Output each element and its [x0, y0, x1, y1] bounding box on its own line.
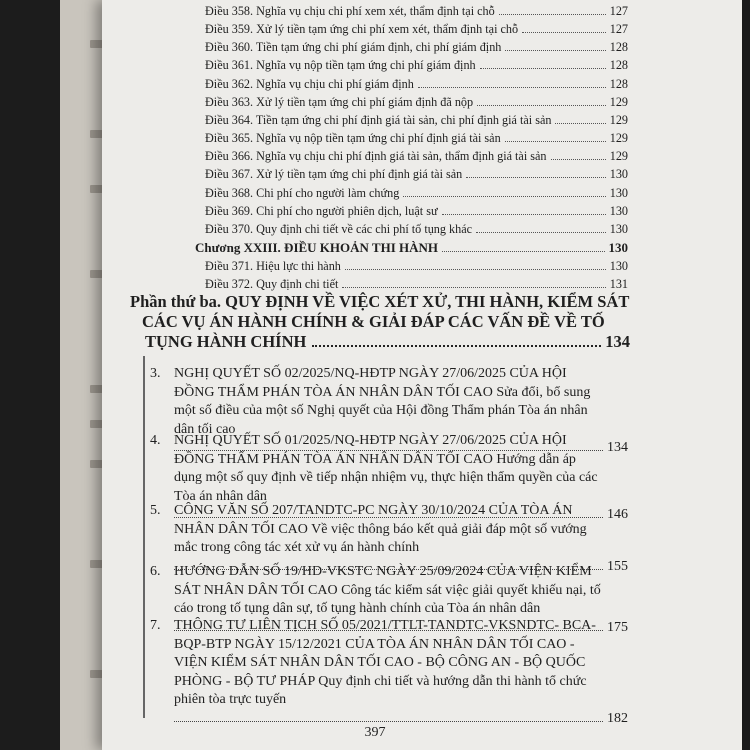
- list-item-line: NHÂN DÂN TỐI CAO Về việc thông báo kết quả giải đáp một số vướng: [174, 521, 587, 537]
- toc-entry: [205, 40, 628, 58]
- list-item-line: NGHỊ QUYẾT SỐ 02/2025/NQ-HĐTP NGÀY 27/06/2025 CỦA HỘI: [174, 366, 567, 381]
- toc-entry: [205, 259, 628, 277]
- list-item-page: 134: [607, 440, 628, 455]
- list-item-page: 175: [607, 619, 628, 635]
- part-title-line: Phần thứ ba. QUY ĐỊNH VỀ VIỆC XÉT XỬ, THI HÀNH, KIỂM SÁT: [130, 292, 630, 311]
- list-item-text: [174, 432, 628, 506]
- dot-leader: [403, 196, 605, 197]
- toc-entry: [205, 22, 628, 40]
- dot-leader: [477, 105, 606, 106]
- toc-entry-label: Điều 371. Hiệu lực thi hành: [205, 258, 341, 273]
- list-item-line: cáo trong tố tụng dân sự, tố tụng hành chính của Tòa án nhân dân: [174, 601, 541, 616]
- part-page-number: 134: [605, 332, 630, 351]
- toc-entry: [205, 222, 628, 240]
- toc-entry-page: 130: [609, 185, 628, 200]
- dot-leader: [342, 287, 605, 288]
- list-item-page: 146: [607, 507, 628, 522]
- list-item-number: 3.: [150, 366, 161, 381]
- list-item-line: PHÒNG - BỘ TƯ PHÁP Quy định chi tiết và hướng dẫn thi hành tổ chức: [174, 673, 587, 689]
- dot-leader: [442, 214, 606, 215]
- dot-leader: [480, 68, 606, 69]
- toc-entry: [205, 58, 628, 76]
- toc-entry-page: 131: [609, 276, 628, 291]
- toc-entry-page: 127: [609, 22, 628, 37]
- list-item-line: THÔNG TƯ LIÊN TỊCH SỐ 05/2021/TTLT-TANDTC-VKSNDTC- BCA-: [174, 618, 596, 633]
- list-item-line: VIỆN KIỂM SÁT NHÂN DÂN TỐI CAO - BỘ CÔNG AN - BỘ QUỐC: [174, 655, 586, 670]
- part-title-line: CÁC VỤ ÁN HÀNH CHÍNH & GIẢI ĐÁP CÁC VẤN ĐỀ VỀ TỐ: [142, 312, 605, 331]
- dot-leader: [476, 232, 606, 233]
- toc-entry-page: 129: [609, 112, 628, 127]
- part-title: [130, 292, 630, 332]
- list-item-line: dụng một số quy định về tiếp nhận nhiệm vụ, thực hiện thẩm quyền của các: [174, 470, 598, 485]
- toc-entry: [205, 77, 628, 95]
- chapter-heading: [195, 240, 628, 258]
- toc-entry-page: 129: [609, 94, 628, 109]
- list-item-line: ĐỒNG THẨM PHÁN TÒA ÁN NHÂN DÂN TỐI CAO Hướng dẫn áp: [174, 451, 576, 467]
- list-item-line: mắc trong công tác xét xử vụ án hành chính: [174, 540, 420, 555]
- toc-entry-label: Điều 364. Tiền tạm ứng chi phí định giá tài sản, chi phí định giá tài sản: [205, 112, 552, 127]
- toc-entry-page: 130: [609, 167, 628, 182]
- list-item-number: 4.: [150, 433, 161, 448]
- toc-entry-page: 128: [609, 40, 628, 55]
- dot-leader: [418, 87, 606, 88]
- toc-entry-page: 128: [609, 76, 628, 91]
- dot-leader: [555, 123, 605, 124]
- page-number: 397: [364, 725, 386, 740]
- toc-entry-label: Chương XXIII. ĐIỀU KHOẢN THI HÀNH: [195, 240, 439, 256]
- list-item-text: [174, 502, 628, 558]
- toc-entry-label: Điều 365. Nghĩa vụ nộp tiền tạm ứng chi phí định giá tài sản: [205, 131, 501, 146]
- toc-entry-page: 130: [609, 203, 628, 218]
- toc-entry: [205, 131, 628, 149]
- toc-entry-label: Điều 363. Xử lý tiền tạm ứng chi phí giám định đã nộp: [205, 94, 474, 109]
- list-item-text: [174, 563, 628, 619]
- list-item-line: phiên tòa trực tuyến: [174, 692, 287, 707]
- toc-entry-label: Điều 372. Quy định chi tiết: [205, 276, 339, 291]
- toc-entry-page: 130: [609, 258, 628, 273]
- dot-leader: [551, 159, 606, 160]
- list-item-line: dân tối cao: [174, 421, 236, 437]
- list-item-line: NGHỊ QUYẾT SỐ 01/2025/NQ-HĐTP NGÀY 27/06/2025 CỦA HỘI: [174, 433, 567, 448]
- list-item-page: 155: [607, 558, 628, 574]
- toc-entry-label: Điều 367. Xử lý tiền tạm ứng chi phí định giá tài sản: [205, 167, 463, 182]
- toc-entry-label: Điều 359. Xử lý tiền tạm ứng chi phí xem xét, thẩm định tại chỗ: [205, 22, 519, 37]
- list-item-line: Tòa án nhân dân: [174, 488, 267, 504]
- dot-leader: [174, 721, 603, 722]
- list-item-line: CÔNG VĂN SỐ 207/TANDTC-PC NGÀY 30/10/2024 CỦA TÒA ÁN: [174, 503, 573, 518]
- toc-entry-label: Điều 369. Chi phí cho người phiên dịch, luật sư: [205, 203, 438, 218]
- toc-entry: [205, 4, 628, 22]
- dot-leader: [312, 345, 601, 347]
- toc-entry-label: Điều 360. Tiền tạm ứng chi phí giám định, chi phí giám định: [205, 40, 502, 55]
- toc-entry: [205, 167, 628, 185]
- part-title-row: [145, 332, 630, 352]
- list-item-line: một số điều của một số Nghị quyết của Hội đồng Thẩm phán Tòa án nhân: [174, 403, 588, 418]
- dot-leader: [505, 50, 605, 51]
- list-item-page: 182: [607, 710, 628, 726]
- list-item-number: 5.: [150, 503, 161, 518]
- toc-entry-label: Điều 358. Nghĩa vụ chịu chi phí xem xét, thẩm định tại chỗ: [205, 4, 495, 18]
- toc-entry-page: 128: [609, 58, 628, 73]
- toc-entry: [205, 113, 628, 131]
- list-item-line: HƯỚNG DẪN SỐ 19/HD-VKSTC NGÀY 25/09/2024 CỦA VIỆN KIỂM: [174, 564, 592, 579]
- toc-entry-label: Điều 368. Chi phí cho người làm chứng: [205, 185, 400, 200]
- toc-entry: [205, 149, 628, 167]
- toc-entry-label: Điều 362. Nghĩa vụ chịu chi phí giám định: [205, 76, 414, 91]
- list-item-text: [174, 365, 628, 439]
- toc-entry-label: Điều 361. Nghĩa vụ nộp tiền tạm ứng chi phí giám định: [205, 58, 476, 73]
- dot-leader: [466, 177, 605, 178]
- dot-leader: [442, 251, 604, 252]
- dot-leader: [345, 269, 606, 270]
- list-item-number: 7.: [150, 618, 161, 633]
- toc-entry: [205, 186, 628, 204]
- toc-entry-label: Điều 366. Nghĩa vụ chịu chi phí định giá tài sản, thẩm định giá tài sản: [205, 149, 547, 164]
- list-item-line: SÁT NHÂN DÂN TỐI CAO Công tác kiểm sát việc giải quyết khiếu nại, tố: [174, 582, 601, 598]
- part-title-line: TỤNG HÀNH CHÍNH: [145, 332, 307, 351]
- list-item-number: 6.: [150, 564, 161, 579]
- toc-entry-page: 129: [609, 149, 628, 164]
- toc-entry: [205, 95, 628, 113]
- dot-leader: [499, 14, 606, 15]
- section-divider: [143, 356, 145, 718]
- list-item: [150, 617, 628, 728]
- dot-leader: [505, 141, 606, 142]
- list-item-line: BQP-BTP NGÀY 15/12/2021 CỦA TÒA ÁN NHÂN DÂN TỐI CAO -: [174, 636, 575, 652]
- list-item-text: [174, 617, 628, 710]
- toc-entry: [205, 204, 628, 222]
- toc-entry-page: 130: [608, 240, 628, 256]
- toc-entry-page: 127: [609, 4, 628, 18]
- dot-leader: [522, 32, 606, 33]
- toc-entry-page: 130: [609, 221, 628, 236]
- list-item-line: ĐỒNG THẨM PHÁN TÒA ÁN NHÂN DÂN TỐI CAO Sửa đổi, bổ sung: [174, 384, 591, 400]
- toc-entry-label: Điều 370. Quy định chi tiết về các chi phí tố tụng khác: [205, 221, 473, 236]
- toc-entry-page: 129: [609, 131, 628, 146]
